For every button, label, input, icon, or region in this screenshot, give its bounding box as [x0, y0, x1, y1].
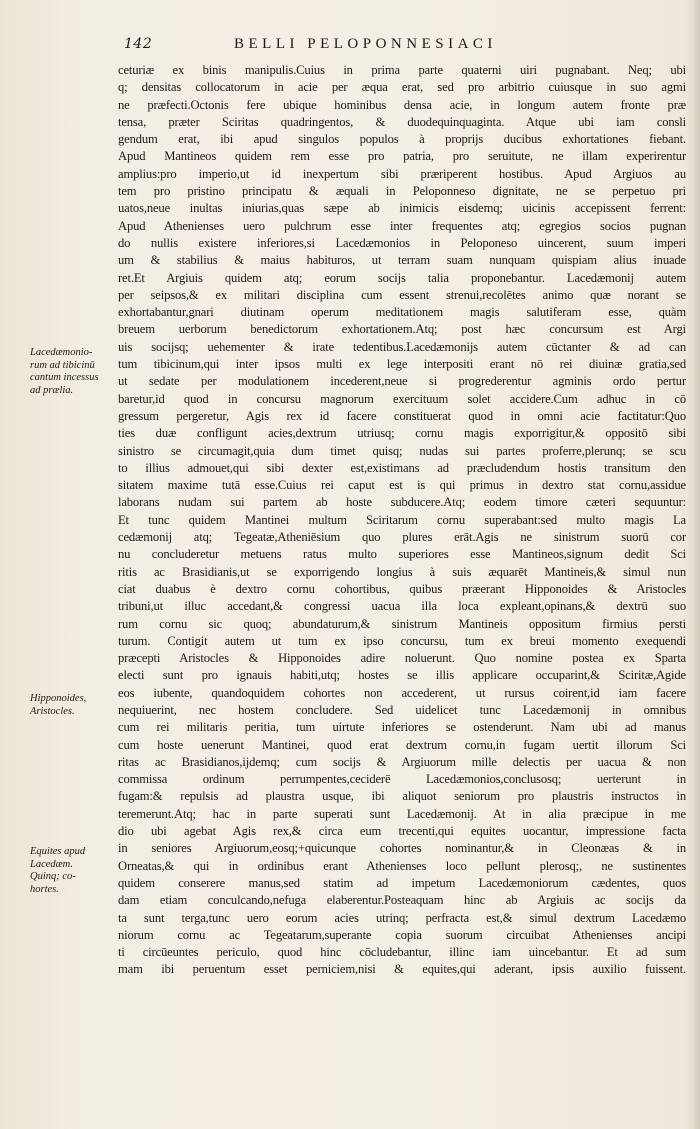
- text-line: dam etiam conculcando,nefuga elaberentur.Posteaquam hinc ab Argiuis ac socijs da: [118, 893, 686, 908]
- text-line: tem pro pristino principatu & æquali in Peloponneso dignitate, ne se perpetuo pri: [118, 184, 686, 199]
- text-line: tribuni,ut illuc accedant,& congressi uacua illa loca expleant,opinans,& dextrū suo: [118, 599, 686, 614]
- text-line: Apud Mantineos quidem rem esse pro patria, pro seruitute, ne illam experirentur: [118, 149, 686, 164]
- body-text: [118, 62, 686, 979]
- marginal-note-hipponoides: [30, 693, 120, 718]
- text-line: cum hoste uenerunt Mantinei, quod erat dextrum cornu,in fugam uertit illorum Sci: [118, 737, 686, 752]
- text-line: eos iubente, quandoquidem cohortes non accederent, ut rursus coirent,id iam facere: [118, 685, 686, 700]
- text-line: ut sedate per modulationem incederent,neue si progrederentur agminis ordo pertur: [118, 374, 686, 389]
- marginal-line: ad prælia.: [30, 384, 74, 396]
- running-head: BELLI PELOPONNESIACI: [234, 36, 497, 52]
- text-line: Et tunc quidem Mantinei multum Sciritarum cornu superabant:sed multo magis La: [118, 512, 686, 527]
- marginal-note-tibicines: [30, 347, 120, 397]
- text-line: uis socijsq; uehementer & irate tedentibus.Lacedæmonijs autem cūctanter & ad can: [118, 339, 686, 354]
- text-line: ta sunt terga,tunc uero eorum acies utrinq; perfracta est,& simul dextrum Lacedæmo: [118, 910, 686, 925]
- marginal-note-equites: [30, 846, 120, 896]
- text-line: uatos,neue inultas iniurias,quas sæpe ab inimicis eisdemq; uicinis accepissent ferrent:: [118, 201, 686, 216]
- text-line: Orneatas,& qui in ordinibus erant Athenienses loco pellunt plerosq;, ne sustinentes: [118, 858, 686, 873]
- text-line: quidem conserere manus,sed statim ad impetum Lacedæmoniorum cædentes, quos: [118, 875, 686, 890]
- text-line: exhortabantur,gnari diutinam operum meditationem magis salutiferam esse, quàm: [118, 305, 686, 320]
- text-line: sinistro se circumagit,quia dum timet quisq; nudas sui partes proferre,plerunq; se scu: [118, 443, 686, 458]
- text-line: breuem uerborum benedictorum exhortationem.Atq; post hæc concursum est Argi: [118, 322, 686, 337]
- text-line: ciat duabus è dextro cornu cohortibus, quibus præerant Hipponoides & Aristocles: [118, 581, 686, 596]
- marginal-line: Hipponoides,: [30, 693, 87, 704]
- text-line: electi sunt pro ignauis habiti,utq; hostes se illis applicare occuparint,& Sciritæ,Agide: [118, 668, 686, 683]
- text-line: ties duæ confligunt acies,dextrum utriusq; cornu magis exporrigitur,& oppositō sibi: [118, 426, 686, 441]
- text-line: cum rei militaris peritia, tum uirtute inferiores se ostenderunt. Nam ubi ad manus: [118, 720, 686, 735]
- text-line: tensa, præter Sciritas quadringentos, & duodequinquaginta. Atque ubi iam consli: [118, 114, 686, 129]
- text-line: niorum cornu ac Tegeatarum,superante copia suorum circuibat Athenienses ancipi: [118, 927, 686, 942]
- text-line: gendum erat, ibi apud singulos populos à proprijs ducibus exhortationes fiebant.: [118, 132, 686, 147]
- marginal-line: Equites apud: [30, 846, 86, 857]
- text-line: nu concluderetur metuens ratus multo superiores esse Mantineos,signum dedit Sci: [118, 547, 686, 562]
- text-line: rum cornu sic quoq; abundaturum,& sinistrum Mantineis oppositum firmius persti: [118, 616, 686, 631]
- text-line: dio ubi agebat Agis rex,& circa eum trecenti,qui equites uocantur, impressione facta: [118, 824, 686, 839]
- text-line: ne præfecti.Octonis fere ubique hominibus densa acie, in longum autem fronte præ: [118, 97, 686, 112]
- marginal-line: Lacedæmonio-: [30, 347, 93, 358]
- text-line: to illius admouet,qui sibi dexter est,existimans ad præcludendum hostis transitum den: [118, 460, 686, 475]
- text-line: ritas ac Brasidianos,ijdemq; cum socijs & Argiuorum mille delectis per uacua & non: [118, 754, 686, 769]
- text-line: fugam:& repulsis ad plaustra usque, ibi aliquot seniorum pro plaustris instructos in: [118, 789, 686, 804]
- text-line: ti circūeuntes periculo, quod hinc cōcludebantur, illinc iam uincebantur. Et ad sum: [118, 945, 686, 960]
- text-line: commissa ordinum perrumpentes,ceciderē Lacedæmonios,conclusosq; uerterunt in: [118, 772, 686, 787]
- text-line: sitatem maxime tutā esse.Cuius rei caput est is qui primus in dextro stat cornu,assidue: [118, 478, 686, 493]
- text-line: ceturiæ ex binis manipulis.Cuius in prima parte quaterni uiri pugnabant. Neq; ubi: [118, 63, 686, 77]
- page-header: [124, 36, 684, 58]
- text-line: tum tibicinum,qui inter ipsos multi ex lege interpositi erant nō rei diuinæ gratia,sed: [118, 357, 686, 372]
- text-line: gressum pergeretur, Agis rex id facere constituerat quod in omni acie factitatur:Quo: [118, 408, 686, 423]
- text-line: ritis ac Brasidianis,ut se exporrigendo longius à suis æquarēt Mantineis,& simul nun: [118, 564, 686, 579]
- text-line: teremerunt.Atq; hac in parte superati sunt Lacedæmonij. At in alia præcipue in me: [118, 806, 686, 821]
- text-line: turum. Contigit autem ut tum ex ipso concursu, tum ex breui momento exequendi: [118, 633, 686, 648]
- text-line: q; densitas collocatorum in acie per æqua erat, sed pro arbitrio cuiusque in suo agmi: [118, 80, 686, 95]
- marginal-line: cantum incessus: [30, 372, 99, 383]
- text-line: in seniores Argiuorum,eosq;+quicunque cohortes nominantur,& in Cleonæas & in: [118, 841, 686, 856]
- text-line: amplius:pro imperio,ut id inexpertum sibi præriperent hostibus. Apud Argiuos au: [118, 166, 686, 181]
- page-number: 142: [124, 36, 153, 52]
- text-line: præcepti Aristocles & Hipponoides adire noluerunt. Quo nomine postea ex Sparta: [118, 651, 686, 666]
- page-edge-shadow: [686, 0, 700, 1129]
- text-line: do nullis existere inferiores,si Lacedæmonios in Peloponeso uincerent, suum imperi: [118, 235, 686, 250]
- text-line: mam ibi peruentum esset perniciem,nisi & equites,qui aderant, ipsis auxilio fuissent.: [118, 962, 686, 977]
- text-line: laborans nudam sui partem ab hoste subducere.Atq; eodem timore cæteri sequuntur:: [118, 495, 686, 510]
- text-line: baretur,id quod in concursu magnorum exercituum solet accidere.Cum adhuc in cō: [118, 391, 686, 406]
- marginal-line: Quinq; co-: [30, 871, 76, 882]
- marginal-line: hortes.: [30, 883, 59, 895]
- text-line: um & stabilius & maius habituros, ut terram suam nunquam quispiam alius inuade: [118, 253, 686, 268]
- text-line: cedæmonij atq; Tegeatæ,Atheniēsium quo plures erāt.Agis ne sinistrum suorū cor: [118, 530, 686, 545]
- marginal-line: rum ad tibicinū: [30, 359, 95, 371]
- text-line: nequiuerint, nec hostem concludere. Sed uidelicet tunc Lacedæmonij in omnibus: [118, 702, 686, 717]
- marginal-line: Lacedæm.: [30, 858, 73, 870]
- text-line: ret.Et Argiuis quidem atq; eorum socijs talia proponebantur. Lacedæmonij autem: [118, 270, 686, 285]
- text-line: per seipsos,& ex militari disciplina cum essent strenui,recolētes animo quæ norant se: [118, 287, 686, 302]
- marginal-line: Aristocles.: [30, 705, 75, 717]
- text-line: Apud Athenienses uero pulchrum esse inter frequentes atq; egregios socios pugnan: [118, 218, 686, 233]
